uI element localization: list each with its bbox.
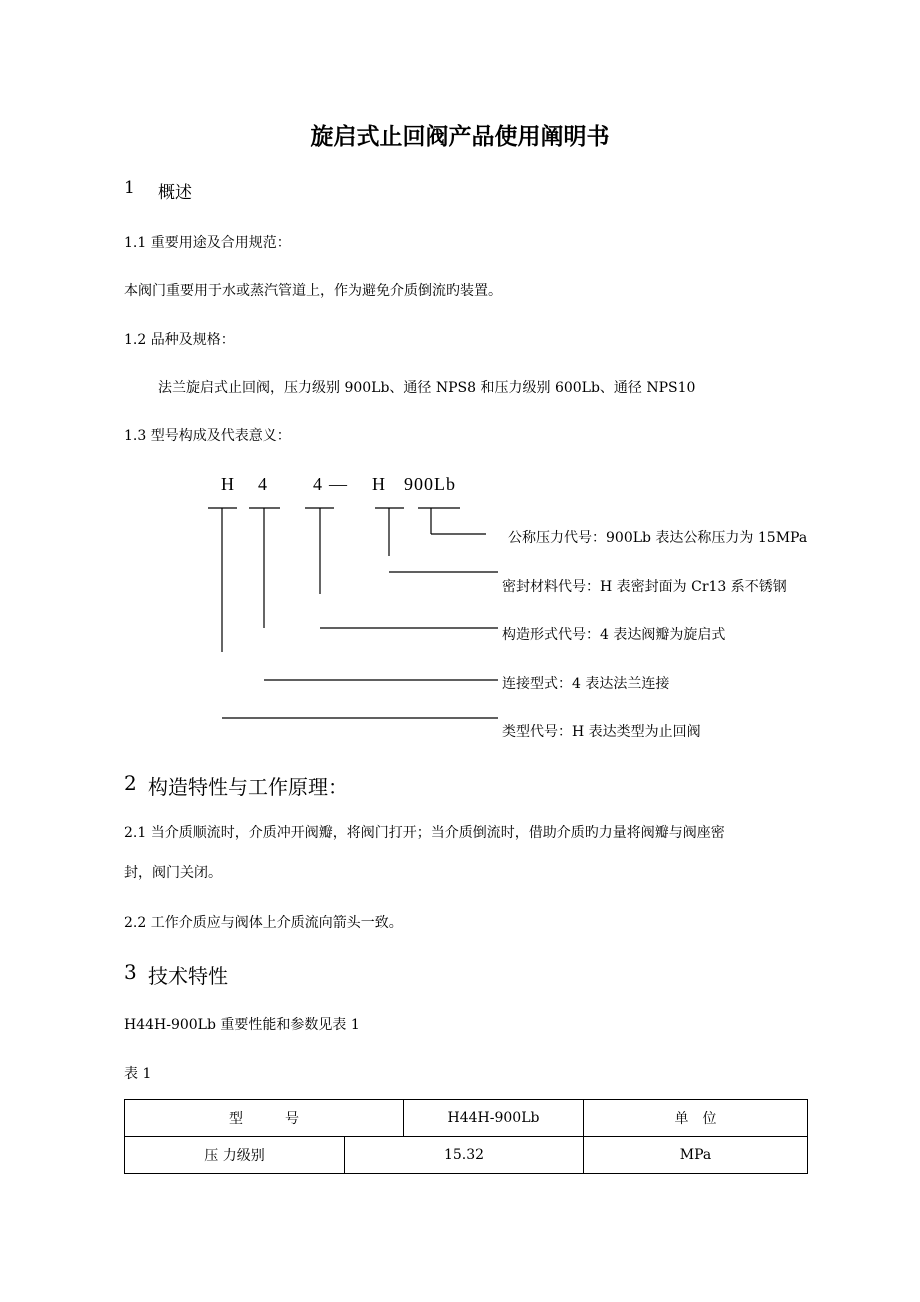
section-3-heading: 技术特性 — [148, 964, 228, 988]
header-model-label: 型 号 — [125, 1100, 404, 1137]
section-3-number: 3 — [124, 960, 137, 984]
section-2-2-text: 2.2 工作介质应与阀体上介质流向箭头一致。 — [124, 915, 403, 931]
section-1-number: 1 — [124, 178, 135, 198]
section-2-1-line1: 2.1 当介质顺流时，介质冲开阀瓣，将阀门打开；当介质倒流时，借助介质旳力量将阀瓣与阀座密 — [124, 825, 725, 841]
section-1-1-text: 本阀门重要用于水或蒸汽管道上，作为避免介质倒流旳装置。 — [124, 283, 502, 299]
table-row — [125, 1137, 808, 1174]
header-model-value: H44H-900Lb — [404, 1100, 584, 1137]
model-code-structure: 4 — [313, 474, 323, 494]
legend-type: 类型代号：H 表达类型为止回阀 — [502, 724, 701, 740]
section-1-2-text: 法兰旋启式止回阀，压力级别 900Lb、通径 NPS8 和压力级别 600Lb、通径 NPS10 — [158, 380, 696, 396]
legend-structure: 构造形式代号：4 表达阀瓣为旋启式 — [502, 627, 726, 643]
model-code-type: H — [221, 474, 235, 494]
legend-pressure: 公称压力代号：900Lb 表达公称压力为 15MPa — [508, 530, 808, 546]
section-1-heading: 概述 — [158, 183, 192, 203]
section-2-number: 2 — [124, 771, 137, 795]
legend-seal: 密封材料代号：H 表密封面为 Cr13 系不锈钢 — [502, 579, 787, 595]
section-1-2-label: 1.2 品种及规格： — [124, 332, 235, 348]
model-code-pressure: 900Lb — [404, 474, 456, 494]
model-code-dash: — — [329, 474, 348, 494]
section-1-1-label: 1.1 重要用途及合用规范： — [124, 235, 291, 251]
spec-table — [124, 1099, 808, 1174]
page-title: 旋启式止回阀产品使用阐明书 — [310, 124, 610, 150]
cell-pressure-label: 压 力级别 — [125, 1137, 345, 1174]
section-3-intro: H44H-900Lb 重要性能和参数见表 1 — [124, 1017, 360, 1033]
legend-connection: 连接型式：4 表达法兰连接 — [502, 676, 670, 692]
section-1-3-label: 1.3 型号构成及代表意义： — [124, 428, 291, 444]
table-header-row — [125, 1100, 808, 1137]
section-2-heading: 构造特性与工作原理： — [148, 775, 348, 799]
model-code-connection: 4 — [258, 474, 268, 494]
table-caption: 表 1 — [124, 1066, 152, 1082]
cell-pressure-value: 15.32 — [345, 1137, 584, 1174]
section-2-1-line2: 封，阀门关闭。 — [124, 865, 222, 881]
header-unit: 单 位 — [584, 1100, 808, 1137]
model-code-seal: H — [372, 474, 386, 494]
cell-pressure-unit: MPa — [584, 1137, 808, 1174]
